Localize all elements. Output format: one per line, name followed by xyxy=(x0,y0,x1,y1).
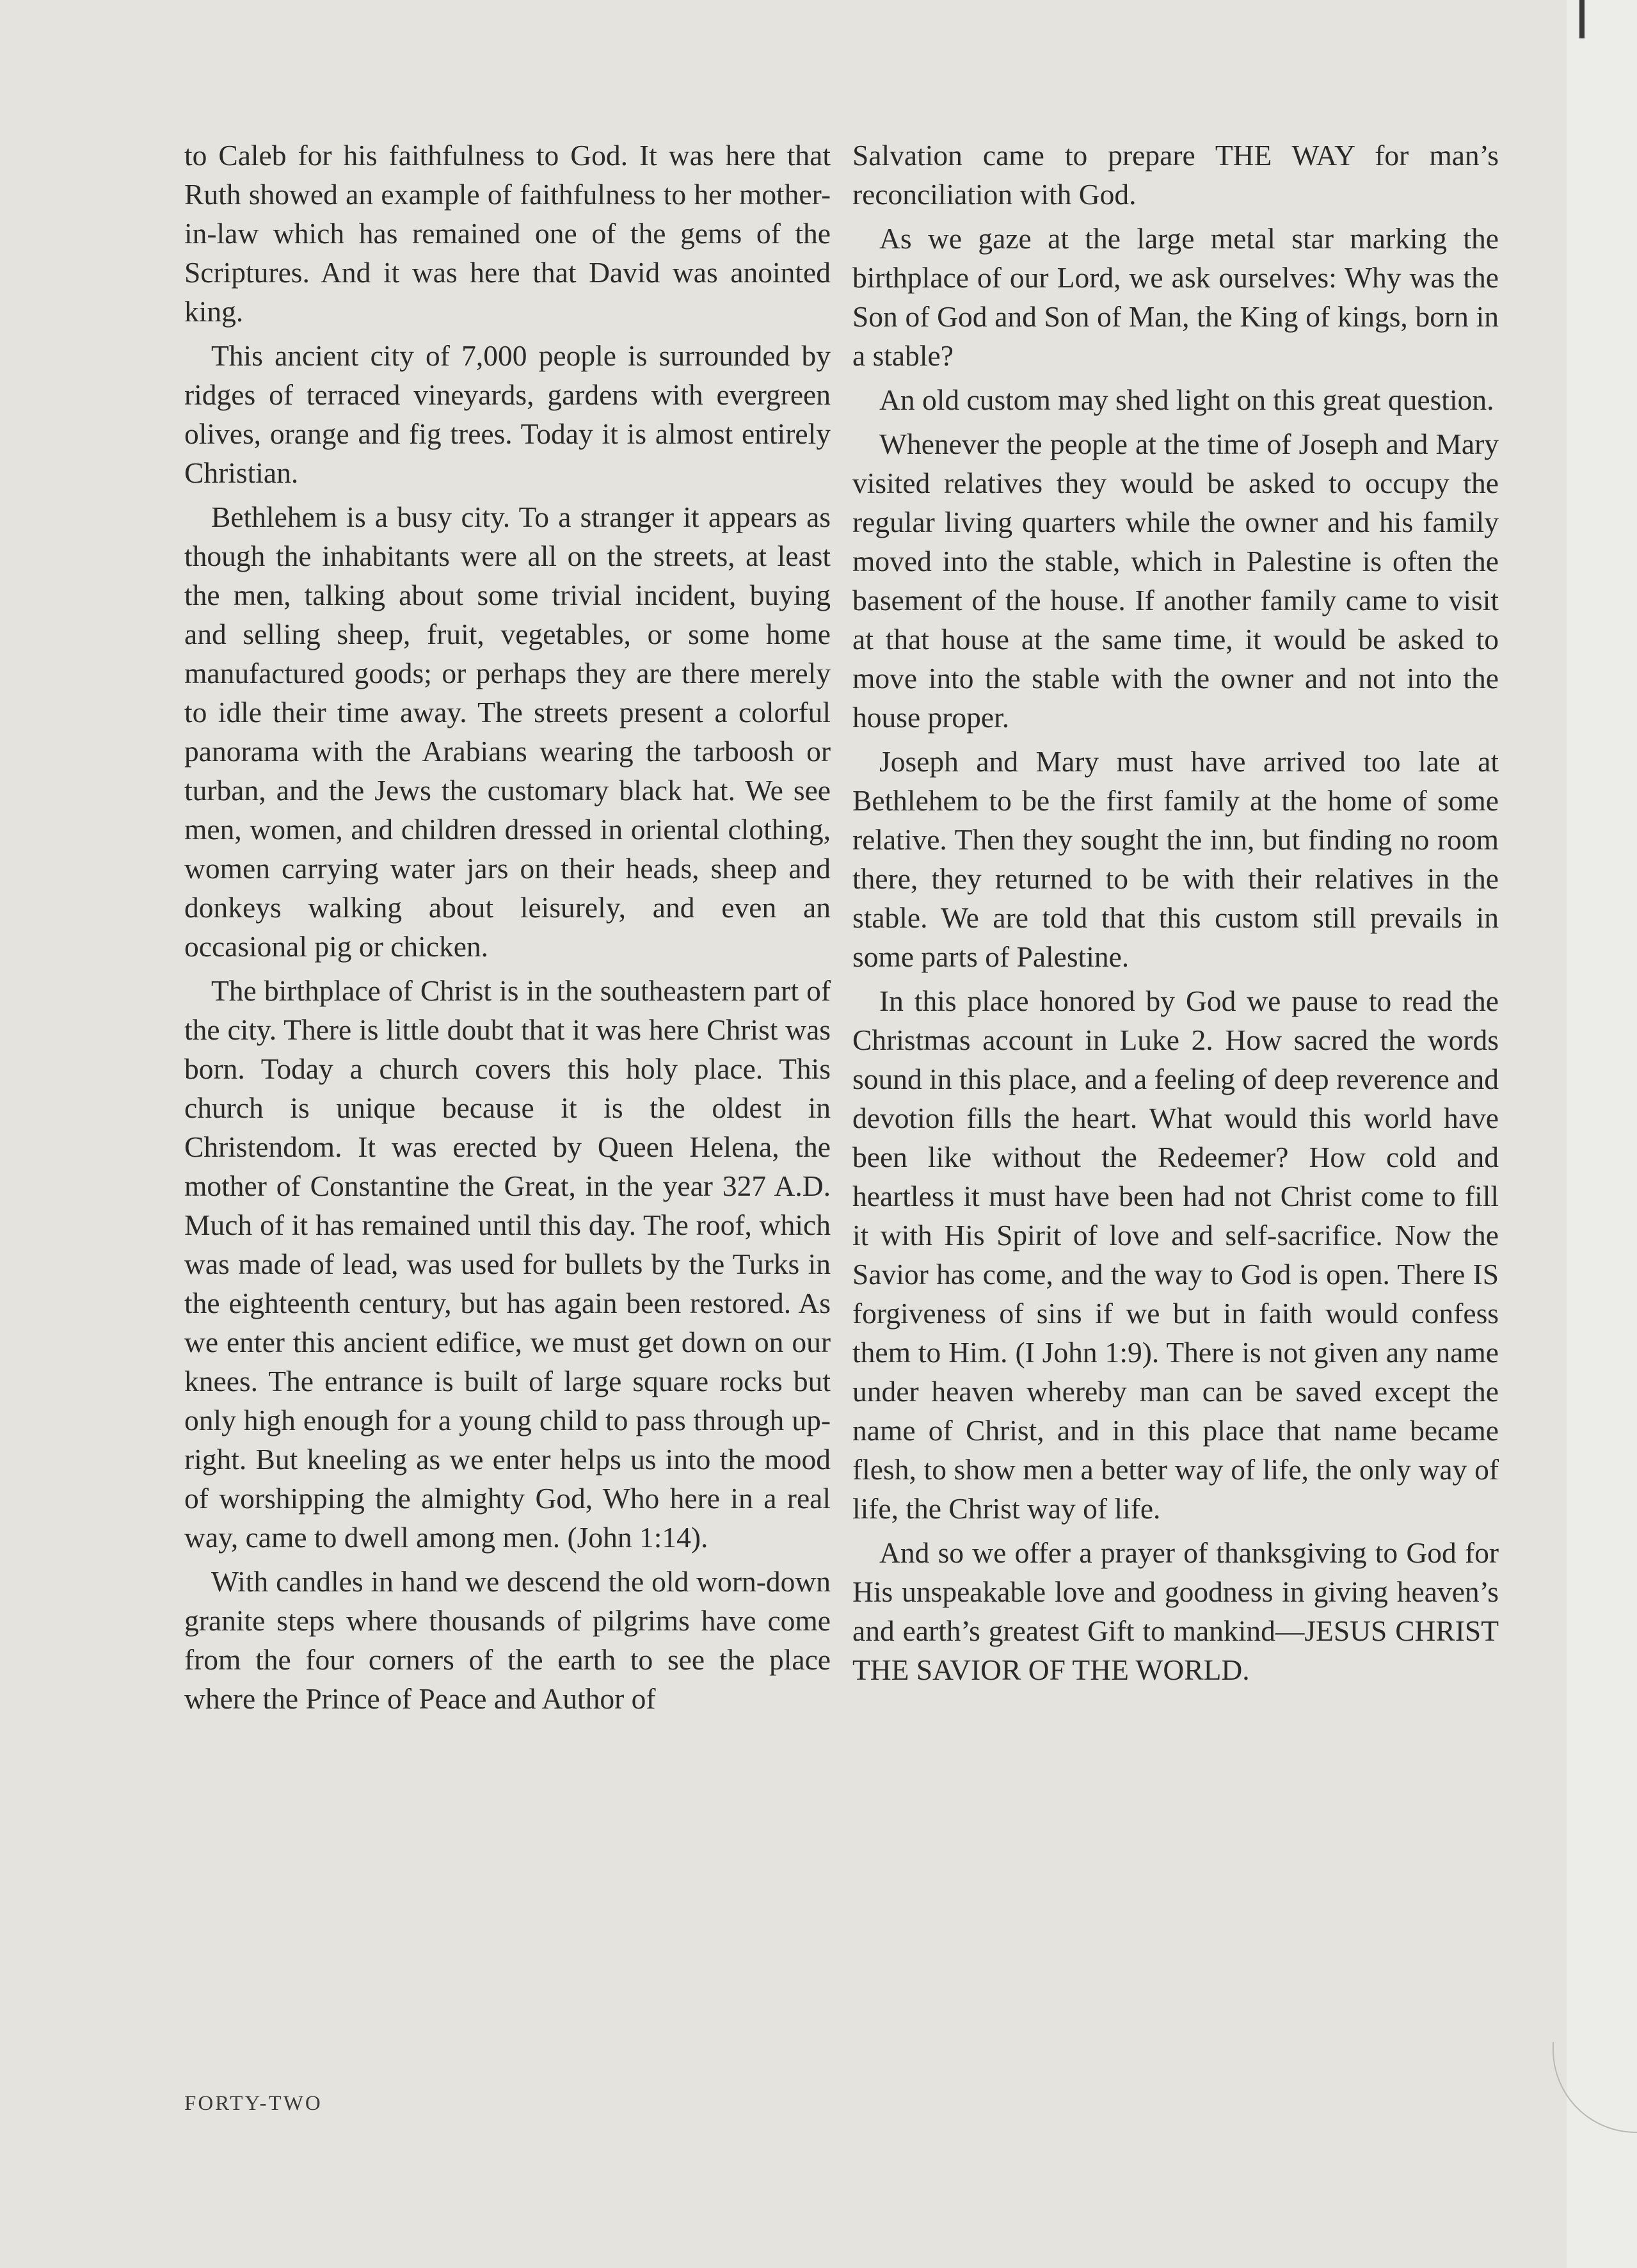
paragraph-ancient-city: This ancient city of 7,000 people is surrounded by ridges of terraced vineyards, gardens with evergreen olives, orange and fig trees. Today it is almost entirely Christian. xyxy=(184,339,831,489)
corner-clip-mark xyxy=(1579,0,1585,38)
paragraph-christmas-account: In this place honored by God we pause to read the Christmas account in Luke 2. How sacred the words sound in this place, and a feeling of deep reverence and devotion fills the heart. What would this world have been like without the Redeemer? How cold and heartless it must have been had not Christ come to fill it with His Spirit of love and self-sacrifice. Now the Savior has come, and the way to God is open. There IS forgiveness of sins if we but in faith would confess them to Him. (I John 1:9). There is not given any name under heaven whereby man can be saved except the name of Christ, and in this place that name became flesh, to show men a better way of life, the only way of life, the Christ way of life. xyxy=(852,985,1499,1525)
paragraph-caleb-ruth-david: to Caleb for his faithfulness to God. It was here that Ruth showed an example of faithfulness to her mother-in-law which has remained one of the gems of the Scriptures. And it was here that David was anointed king. xyxy=(184,139,831,328)
paragraph-old-custom: An old custom may shed light on this great question. xyxy=(879,383,1494,416)
paragraph-birthplace-church: The birthplace of Christ is in the southeastern part of the city. There is little doubt that it was here Christ was born. Today a church covers this holy place. This church is unique because it is the oldest in Christendom. It was erected by Queen Helena, the mother of Constantine the Great, in the year 327 A.D. Much of it has remained until this day. The roof, which was made of lead, was used for bullets by the Turks in the eighteenth century, but has again been restored. As we enter this ancient edifice, we must get down on our knees. The entrance is built of large square rocks but only high enough for a young child to pass through upright. But kneeling as we enter helps us into the mood of worshipping the almighty God, Who here in a real way, came to dwell among men. (John 1:14). xyxy=(184,974,831,1554)
paragraph-metal-star: As we gaze at the large metal star marking the birthplace of our Lord, we ask ourselves: Why was the Son of God and Son of Man, the King of kings, born in a stable? xyxy=(852,222,1499,372)
paragraph-salvation-way: Salvation came to prepare THE WAY for man’s reconciliation with God. xyxy=(852,139,1499,211)
left-column xyxy=(184,136,831,1723)
paragraph-busy-city: Bethlehem is a busy city. To a stranger it appears as though the inhabitants were all on the streets, at least the men, talking about some trivial incident, buying and selling sheep, fruit, vegetables, or some home manufactured goods; or perhaps they are there merely to idle their time away. The streets present a colorful panorama with the Arabians wearing the tarboosh or turban, and the Jews the customary black hat. We see men, women, and children dressed in oriental clothing, women carrying water jars on their heads, sheep and donkeys walking about leisurely, and even an occasional pig or chicken. xyxy=(184,501,831,963)
page-number: FORTY-TWO xyxy=(184,2092,323,2115)
paragraph-joseph-and-mary: Joseph and Mary must have arrived too late at Bethlehem to be the first family at the home of some relative. Then they sought the inn, but finding no room there, they returned to be with their relatives in the stable. We are told that this custom still prevails in some parts of Palestine. xyxy=(852,745,1499,973)
scanner-margin xyxy=(1567,0,1637,2268)
paragraph-thanksgiving-prayer: And so we offer a prayer of thanksgiving to God for His unspeakable love and goodness in giving heaven’s and earth’s greatest Gift to mankind—JESUS CHRIST THE SAVIOR OF THE WORLD. xyxy=(852,1536,1499,1686)
paragraph-visiting-relatives: Whenever the people at the time of Joseph and Mary visited relatives they would be asked to occupy the regular living quarters while the owner and his family moved into the stable, which in Palestine is often the basement of the house. If another family came to visit at that house at the same time, it would be asked to move into the stable with the owner and not into the house proper. xyxy=(852,428,1499,734)
paragraph-candles-descend: With candles in hand we descend the old worn-down granite steps where thousands of pilgrims have come from the four corners of the earth to see the place where the Prince of Peace and Author of xyxy=(184,1565,831,1715)
right-column xyxy=(852,136,1499,1694)
